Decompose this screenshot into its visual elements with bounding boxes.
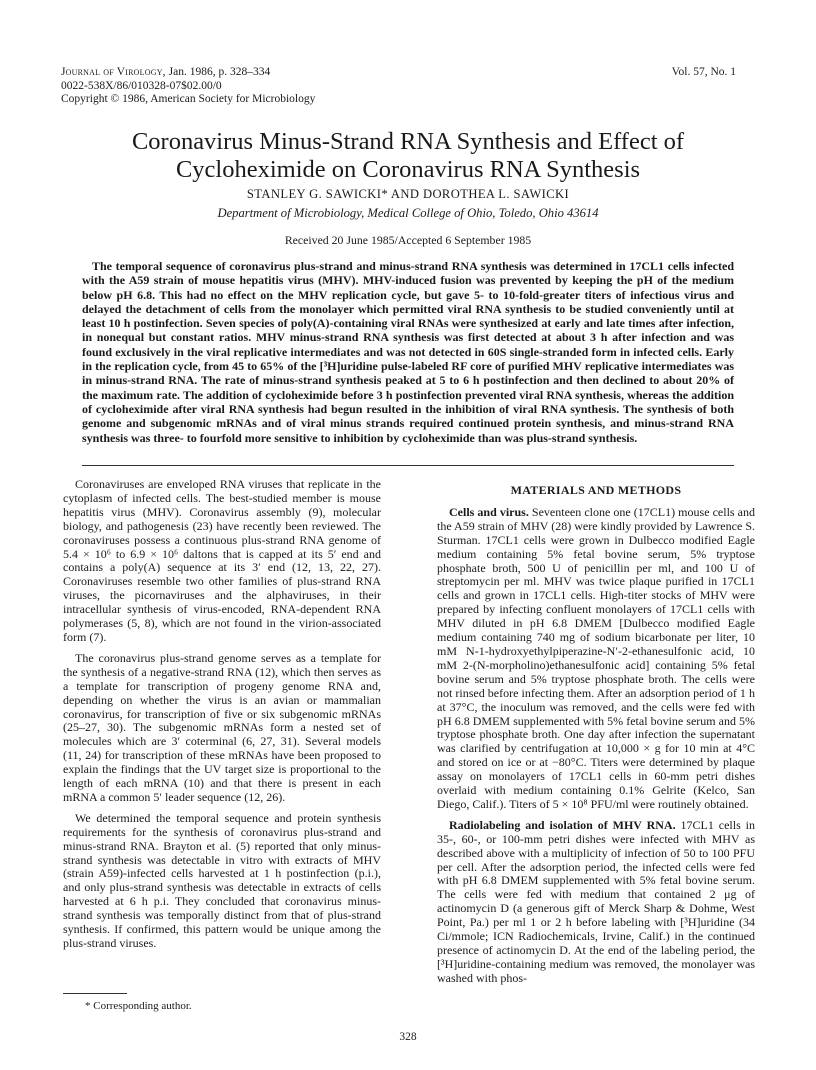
volume-info: Vol. 57, No. 1 <box>671 66 736 78</box>
copyright-line: Copyright © 1986, American Society for Microbiology <box>61 93 316 105</box>
run-in-heading: Cells and virus. <box>449 504 529 519</box>
article-code: 0022-538X/86/010328-07$02.00/0 <box>61 79 222 92</box>
author-list: STANLEY G. SAWICKI* AND DOROTHEA L. SAWICKI <box>246 187 570 201</box>
methods-paragraph <box>437 506 755 812</box>
abstract-divider <box>82 465 734 466</box>
title-line-1: Coronavirus Minus-Strand RNA Synthesis and Effect of <box>131 128 685 155</box>
paragraph-text: 17CL1 cells in 35-, 60-, or 100-mm petri dishes were infected with MHV as described above with a multiplicity of infection of 50 to 100 PFU per cell. After the adsorption period, the infected cells were fed with pH 6.8 DMEM supplemented with 5% fetal bovine serum. The cells were fed with medium that contained 2 μg of actinomycin D (a generous gift of Merck Sharp & Dohme, West Point, Pa.) per ml 1 or 2 h before labeling with [³H]uridine (34 Ci/mmole; ICN Radiochemicals, Irvine, Calif.) in the continued presence of actinomycin D. At the end of the labeling period, the [³H]uridine-containing medium was removed, the monolayer was washed with phos- <box>437 817 755 985</box>
citation-line <box>61 66 315 80</box>
received-dates: Received 20 June 1985/Accepted 6 September 1985 <box>284 233 532 247</box>
abstract: The temporal sequence of coronavirus plus-strand and minus-strand RNA synthesis was determined in 17CL1 cells infected with the A59 strain of mouse hepatitis virus (MHV). MHV-induced fusion was prevented by keeping the pH of the medium below pH 6.8. This had no effect on the MHV replication cycle, but gave 5- to 10-fold-greater titers of infectious virus and delayed the detachment of cells from the monolayer which permitted viral RNA synthesis to be studied conveniently until at least 10 h postinfection. Seven species of poly(A)-containing viral RNAs were synthesized at early and late times after infection, in nonequal but constant ratios. MHV minus-strand RNA synthesis was first detected at about 3 h after infection and was found exclusively in the viral replicative intermediates and was not detected in 60S single-stranded form in infected cells. Early in the replication cycle, from 45 to 65% of the [³H]uridine pulse-labeled RF core of purified MHV replicative intermediates was in minus-strand RNA. The rate of minus-strand synthesis peaked at 5 to 6 h postinfection and then declined to about 20% of the maximum rate. The addition of cycloheximide before 3 h postinfection prevented viral RNA synthesis, whereas the addition of cycloheximide after viral RNA synthesis had begun resulted in the inhibition of viral RNA synthesis. The synthesis of both genome and subgenomic mRNAs and of viral minus strands required continued protein synthesis, and minus-strand RNA synthesis was three- to fourfold more sensitive to inhibition by cycloheximide than was plus-strand synthesis. <box>82 259 734 445</box>
page-number: 328 <box>399 1031 417 1043</box>
run-in-heading: Radiolabeling and isolation of MHV RNA. <box>449 817 676 832</box>
journal-header <box>61 66 315 107</box>
paragraph-text: Seventeen clone one (17CL1) mouse cells and the A59 strain of MHV (28) were kindly provided by Lawrence S. Sturman. 17CL1 cells were grown in Dulbecco modified Eagle medium containing 5% fetal bovine serum, 5% tryptose phosphate broth, 500 U of penicillin per ml, and 100 U of streptomycin per ml. MHV was twice plaque purified in 17CL1 cells and grown in 17CL1 cells. High-titer stocks of MHV were prepared by infecting confluent monolayers of 17CL1 cells with MHV diluted in pH 6.8 DMEM [Dulbecco modified Eagle medium containing 740 mg of sodium bicarbonate per liter, 10 mM N-1-hydroxyethylpiperazine-N′-2-ethanesulfonic acid, 10 mM 2-(N-morpholino)ethanesulfonic acid] containing 5% fetal bovine serum and 5% tryptose phosphate broth. The cells were not rinsed before infecting them. After an adsorption period of 1 h at 37°C, the inoculum was removed, and the cells were fed with pH 6.8 DMEM supplemented with 5% fetal bovine serum and 5% tryptose phosphate broth. One day after infection the supernatant was clarified by centrifugation at 10,000 × g for 10 min at 4°C and stored on ice or at −80°C. Titers were determined by plaque assay on monolayers of 17CL1 cells in 60-mm petri dishes overlaid with medium containing 0.1% Gelrite (Kelco, San Diego, Calif.). Titers of 5 × 10⁸ PFU/ml were routinely obtained. <box>437 504 755 811</box>
affiliation: Department of Microbiology, Medical College of Ohio, Toledo, Ohio 43614 <box>217 206 599 220</box>
title-line-2: Cycloheximide on Coronavirus RNA Synthesis <box>175 156 641 183</box>
introduction-column <box>63 478 381 958</box>
intro-paragraph: We determined the temporal sequence and protein synthesis requirements for the synthesis of coronavirus plus-strand and minus-strand RNA. Brayton et al. (5) reported that only minus-strand synthesis was detectable in vitro with extracts of MHV (strain A59)-infected cells harvested at 1 h postinfection (p.i.), and only plus-strand synthesis was detectable in extracts of cells harvested at 6 h p.i. They concluded that coronavirus minus-strand synthesis was temporally distinct from that of plus-strand synthesis. If confirmed, this pattern would be unique among the plus-strand viruses. <box>63 810 381 950</box>
intro-paragraph: The coronavirus plus-strand genome serves as a template for the synthesis of a negative-strand RNA (12), which then serves as a template for transcription of progeny genome RNA and, depending on whether the virus is an avian or mammalian coronavirus, for transcription of five or six subgenomic mRNAs (25–27, 30). The subgenomic mRNAs form a nested set of molecules which are 3′ coterminal (6, 27, 31). Several models (11, 24) for transcription of these mRNAs have been proposed to explain the findings that the UV target size is proportional to the length of each mRNA (10) and that there is present in each mRNA a common 5′ leader sequence (12, 26). <box>63 650 381 804</box>
intro-paragraph: Coronaviruses are enveloped RNA viruses that replicate in the cytoplasm of infected cells. The best-studied member is mouse hepatitis virus (MHV). Coronavirus assembly (9), molecular biology, and pathogenesis (23) have recently been reviewed. The coronaviruses possess a continuous plus-strand RNA genome of 5.4 × 10⁶ to 6.9 × 10⁶ daltons that is capped at its 5′ end and contains a poly(A) sequence at its 3′ end (12, 13, 22, 27). Coronaviruses resemble two other families of plus-strand RNA viruses, the picornaviruses and the alphaviruses, in their intracellular synthesis of virus-encoded, RNA-dependent RNA polymerases (5, 8), which are not found in the virion-associated form (7). <box>63 477 381 644</box>
section-heading: MATERIALS AND METHODS <box>510 483 682 497</box>
footnote-divider <box>63 993 127 994</box>
journal-name: Journal of Virology, <box>61 66 166 78</box>
footnote: * Corresponding author. <box>85 1000 192 1012</box>
methods-column <box>437 484 755 993</box>
article-title <box>60 128 756 184</box>
issue-info: Jan. 1986, p. 328–334 <box>168 66 271 78</box>
methods-paragraph <box>437 819 755 986</box>
